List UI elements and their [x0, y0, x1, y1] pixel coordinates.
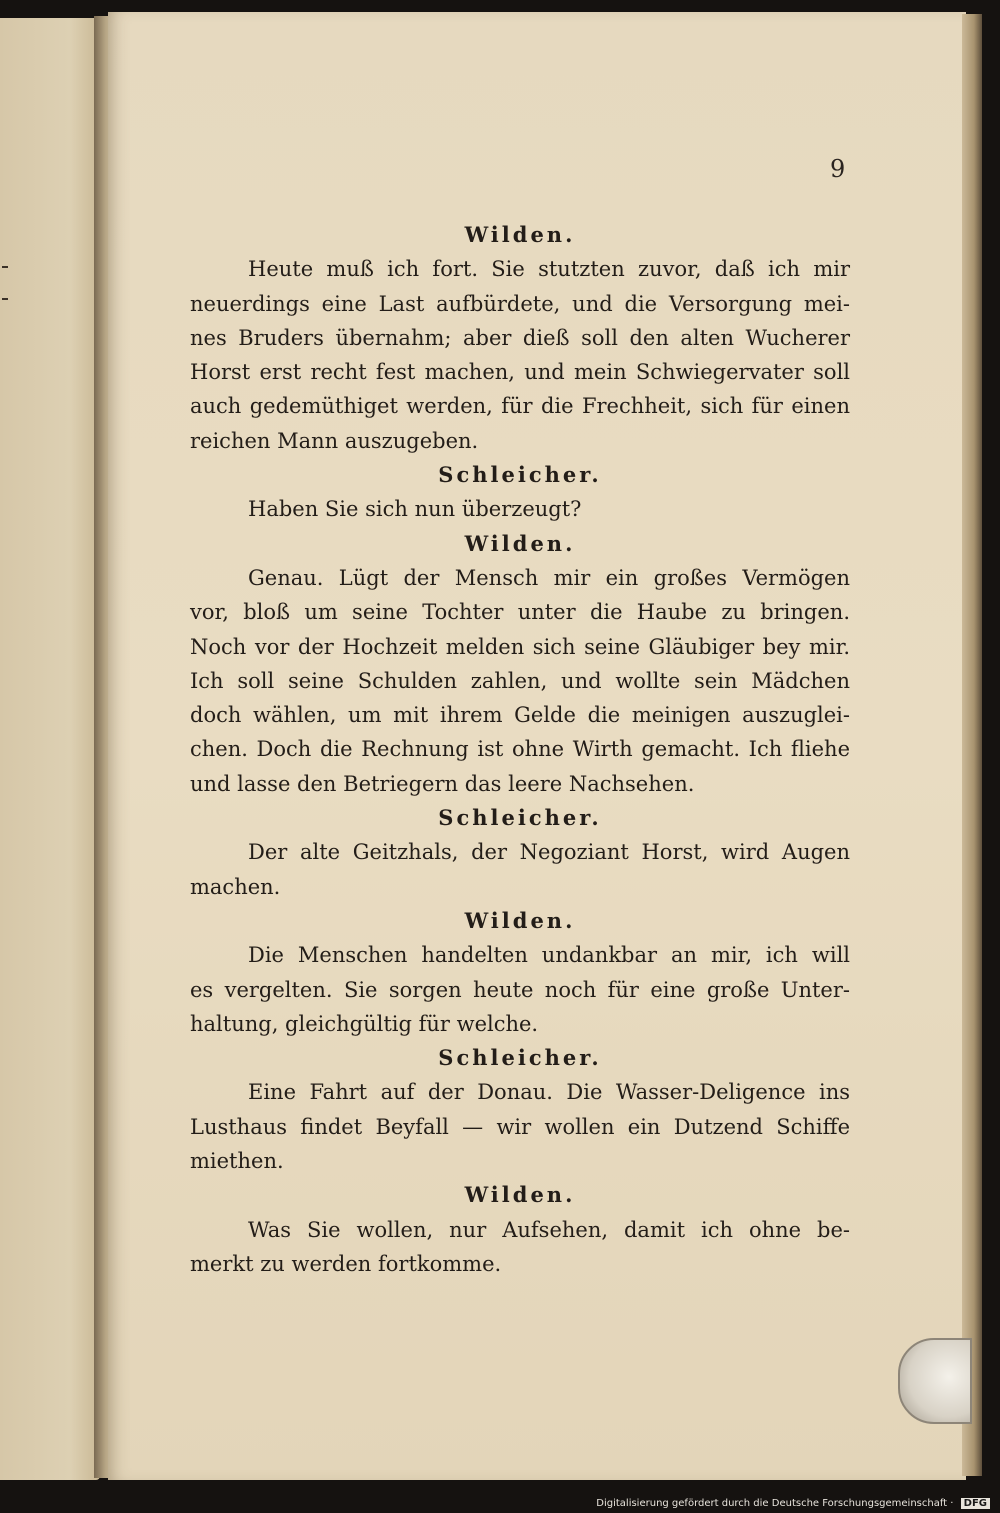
- text-line: neuerdings eine Last aufbürdete, und die Versorgung mei-: [190, 291, 850, 316]
- text-line: Lusthaus findet Beyfall — wir wollen ein Dutzend Schiffe: [190, 1114, 850, 1139]
- facing-page-mark: [2, 266, 8, 268]
- text-line: Noch vor der Hochzeit melden sich seine Gläubiger bey mir.: [190, 634, 850, 659]
- text-line: Ich soll seine Schulden zahlen, und wollte sein Mädchen: [190, 668, 850, 693]
- dfg-logo: DFG: [961, 1498, 990, 1509]
- speaker-name: Schleicher.: [438, 805, 602, 831]
- facing-page-edge: [0, 18, 100, 1480]
- text-line: chen. Doch die Rechnung ist ohne Wirth gemacht. Ich fliehe: [190, 737, 850, 762]
- speaker-name: Schleicher.: [438, 1045, 602, 1071]
- speaker-name: Wilden.: [464, 222, 576, 247]
- page-number: 9: [830, 155, 846, 183]
- scanner-clip: [898, 1338, 972, 1424]
- text-line: und lasse den Betriegern das leere Nachsehen.: [190, 771, 695, 796]
- text-line: Die Menschen handelten undankbar an mir, ich will: [248, 943, 850, 968]
- text-line: Horst erst recht fest machen, und mein Schwiegervater soll: [190, 360, 850, 385]
- text-line: Der alte Geitzhals, der Negoziant Horst, wird Augen: [248, 840, 850, 865]
- text-line: Was Sie wollen, nur Aufsehen, damit ich ohne be-: [248, 1217, 850, 1242]
- text-line: machen.: [190, 874, 281, 899]
- speaker-name: Wilden.: [464, 530, 576, 556]
- text-line: Eine Fahrt auf der Donau. Die Wasser-Deligence ins: [248, 1080, 850, 1105]
- text-line: doch wählen, um mit ihrem Gelde die meinigen auszuglei-: [190, 703, 850, 728]
- text-line: miethen.: [190, 1149, 284, 1174]
- text-line: Haben Sie sich nun überzeugt?: [248, 497, 582, 522]
- text-line: merkt zu werden fortkomme.: [190, 1251, 502, 1276]
- speaker-name: Schleicher.: [438, 462, 602, 488]
- facing-page-mark: [2, 298, 8, 300]
- text-line: Genau. Lügt der Mensch mir ein großes Vermögen: [248, 565, 850, 590]
- text-line: vor, bloß um seine Tochter unter die Haube zu bringen.: [190, 600, 850, 625]
- credit-text: Digitalisierung gefördert durch die Deutsche Forschungsgemeinschaft: [596, 1498, 948, 1509]
- page-stack-edge: [962, 14, 982, 1476]
- digitization-credit: Digitalisierung gefördert durch die Deutsche Forschungsgemeinschaft · DFG: [596, 1498, 990, 1509]
- text-line: es vergelten. Sie sorgen heute noch für eine große Unter-: [190, 977, 850, 1002]
- text-line: nes Bruders übernahm; aber dieß soll den alten Wucherer: [190, 325, 850, 350]
- speaker-name: Wilden.: [464, 907, 576, 933]
- text-line: Heute muß ich fort. Sie stutzten zuvor, daß ich mir: [248, 257, 850, 282]
- text-line: haltung, gleichgültig für welche.: [190, 1011, 539, 1036]
- page-text: [190, 218, 850, 1281]
- text-line: reichen Mann auszugeben.: [190, 428, 479, 453]
- speaker-name: Wilden.: [464, 1182, 576, 1208]
- text-line: auch gedemüthiget werden, für die Frechheit, sich für einen: [190, 394, 850, 419]
